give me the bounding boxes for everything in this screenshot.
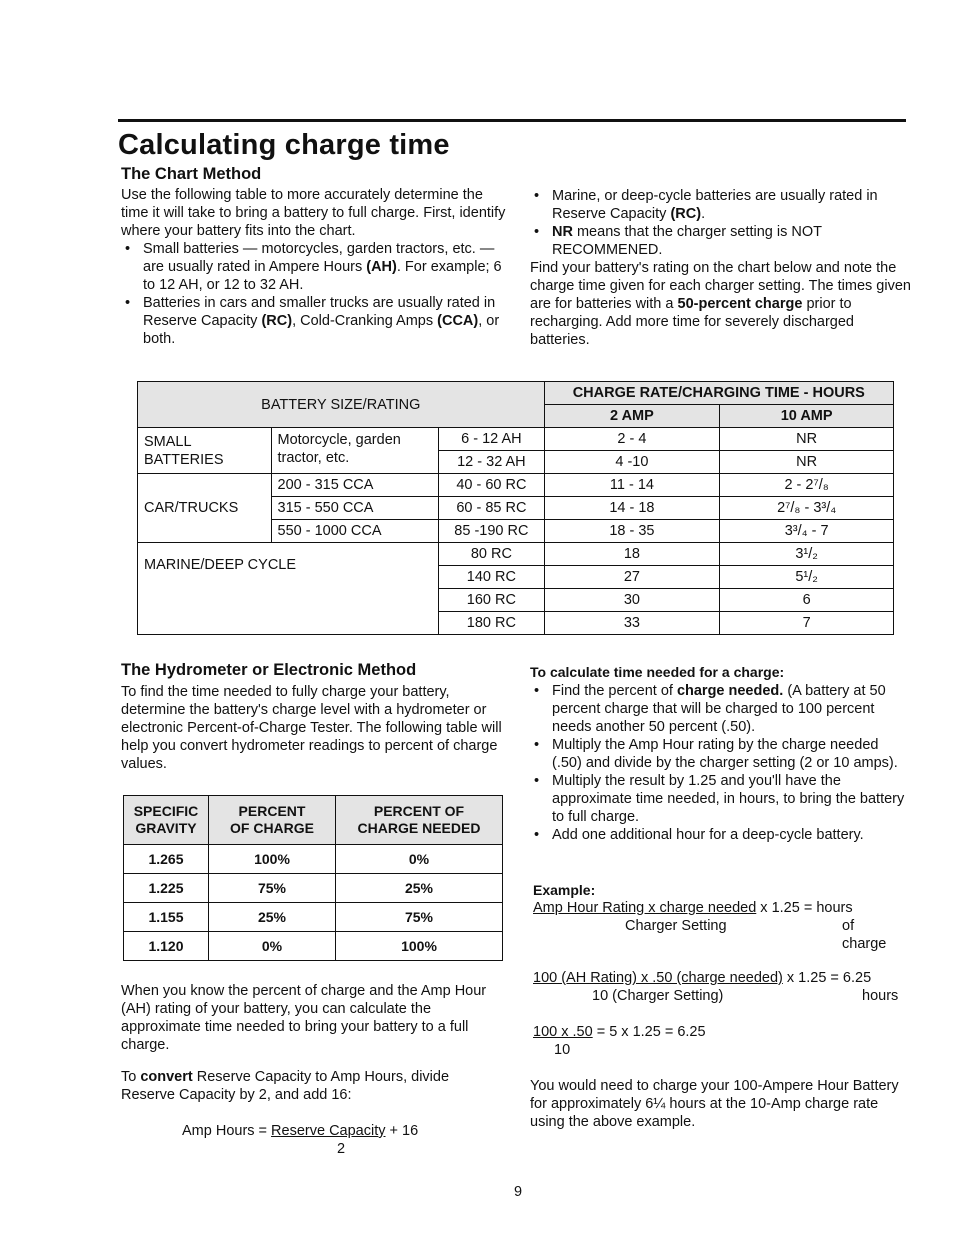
amp10-cell: 3¹/₂ (720, 543, 894, 566)
charge-time-table (137, 381, 894, 635)
needed-cell: 75% (336, 903, 503, 932)
example-1-charge: charge (842, 936, 887, 952)
chart-method-left (121, 186, 511, 348)
title-rule (118, 119, 906, 122)
bullet-nr: • NR means that the charger setting is NOT RECOMMENED. (530, 223, 915, 259)
needed-cell: 100% (336, 932, 503, 961)
gravity-cell: 1.265 (124, 845, 209, 874)
page-number: 9 (514, 1184, 523, 1200)
example-2-hours: hours (862, 988, 899, 1004)
find-rating-text: Find your battery's rating on the chart below and note the charge time given for each charger setting. The times given are for batteries with a 50-percent charge prior to recharging. Add more time for severely discharged batteries. (530, 260, 911, 348)
cca-cell: 550 - 1000 CCA (271, 520, 439, 543)
percent-cell: 25% (209, 903, 336, 932)
rating-cell: 160 RC (439, 589, 544, 612)
step-find-percent: • Find the percent of charge needed. (A battery at 50 percent charge that will be charged to 100 percent needs another 50 percent (.50). (530, 682, 910, 736)
amp2-cell: 14 - 18 (544, 497, 720, 520)
rating-cell: 6 - 12 AH (439, 428, 544, 451)
header-2-amp: 2 AMP (544, 405, 720, 428)
example-label: Example: (533, 882, 596, 898)
convert-formula: Amp Hours = Reserve Capacity + 16 (182, 1123, 419, 1139)
chart-method-intro: Use the following table to more accurately determine the time it will take to bring a battery to full charge. First, identify where your battery fits into the chart. (121, 187, 506, 239)
car-trucks-label: CAR/TRUCKS (138, 474, 272, 543)
amp2-cell: 33 (544, 612, 720, 635)
bullet-small-batteries: • Small batteries — motorcycles, garden tractors, etc. — are usually rated in Ampere Hours (AH). For example; 6 to 12 AH, or 12 to 32 AH. (121, 240, 511, 294)
chart-method-right (530, 187, 915, 349)
bullet-car-batteries: • Batteries in cars and smaller trucks are usually rated in Reserve Capacity (RC), Cold-Cranking Amps (CCA), or both. (121, 294, 511, 348)
amp10-cell: 6 (720, 589, 894, 612)
example-formula-1: Amp Hour Rating x charge needed x 1.25 = hours (533, 900, 853, 916)
rating-cell: 12 - 32 AH (439, 451, 544, 474)
small-batteries-desc: Motorcycle, garden tractor, etc. (271, 428, 439, 474)
rating-cell: 180 RC (439, 612, 544, 635)
amp10-cell: NR (720, 428, 894, 451)
header-battery-size: BATTERY SIZE/RATING (138, 382, 545, 428)
amp10-cell: 5¹/₂ (720, 566, 894, 589)
amp2-cell: 4 -10 (544, 451, 720, 474)
cca-cell: 315 - 550 CCA (271, 497, 439, 520)
amp10-cell: NR (720, 451, 894, 474)
after-table-text: When you know the percent of charge and the Amp Hour (AH) rating of your battery, you can calculate the approximate time needed to bring your battery to a full charge. (121, 983, 487, 1053)
page-title: Calculating charge time (118, 129, 450, 161)
needed-cell: 0% (336, 845, 503, 874)
example-formula-3: 100 x .50 = 5 x 1.25 = 6.25 (533, 1024, 706, 1040)
calculate-heading: To calculate time needed for a charge: (530, 664, 785, 680)
step-add-hour: • Add one additional hour for a deep-cycle battery. (530, 826, 910, 844)
example-2-denominator: 10 (Charger Setting) (592, 988, 724, 1004)
marine-label: MARINE/DEEP CYCLE (138, 543, 439, 635)
header-specific-gravity: SPECIFIC GRAVITY (124, 796, 209, 845)
header-percent-charge: PERCENT OF CHARGE (209, 796, 336, 845)
formula-denominator: 2 (337, 1141, 346, 1157)
rating-cell: 60 - 85 RC (439, 497, 544, 520)
amp2-cell: 18 (544, 543, 720, 566)
needed-cell: 25% (336, 874, 503, 903)
amp10-cell: 7 (720, 612, 894, 635)
header-percent-needed: PERCENT OF CHARGE NEEDED (336, 796, 503, 845)
rating-cell: 140 RC (439, 566, 544, 589)
hydrometer-intro: To find the time needed to fully charge your battery, determine the battery's charge level with a hydrometer or electronic Percent-of-Charge Tester. The following table will help you convert hydrometer readings to percent of charge values. (121, 684, 502, 772)
example-1-denominator: Charger Setting (625, 918, 727, 934)
amp2-cell: 11 - 14 (544, 474, 720, 497)
amp2-cell: 30 (544, 589, 720, 612)
convert-text: To convert Reserve Capacity to Amp Hours, divide Reserve Capacity by 2, and add 16: (121, 1069, 450, 1103)
header-charge-rate: CHARGE RATE/CHARGING TIME - HOURS (544, 382, 893, 405)
amp2-cell: 2 - 4 (544, 428, 720, 451)
small-batteries-label: SMALL BATTERIES (138, 428, 272, 474)
step-multiply-125: • Multiply the result by 1.25 and you'll have the approximate time needed, in hours, to bring the battery to full charge. (530, 772, 910, 826)
amp10-cell: 2⁷/₈ - 3³/₄ (720, 497, 894, 520)
example-1-of: of (842, 918, 855, 934)
cca-cell: 200 - 315 CCA (271, 474, 439, 497)
step-multiply: • Multiply the Amp Hour rating by the charge needed (.50) and divide by the charger setting (2 or 10 amps). (530, 736, 910, 772)
percent-cell: 0% (209, 932, 336, 961)
hydrometer-table (123, 795, 503, 961)
gravity-cell: 1.155 (124, 903, 209, 932)
calculate-steps (530, 682, 910, 844)
conclusion-text: You would need to charge your 100-Ampere Hour Battery for approximately 6¼ hours at the 10-Amp charge rate using the above example. (530, 1078, 899, 1130)
example-3-denominator: 10 (554, 1042, 571, 1058)
hydrometer-heading: The Hydrometer or Electronic Method (121, 661, 417, 679)
gravity-cell: 1.225 (124, 874, 209, 903)
percent-cell: 100% (209, 845, 336, 874)
chart-method-heading: The Chart Method (121, 165, 262, 183)
example-formula-2: 100 (AH Rating) x .50 (charge needed) x 1.25 = 6.25 (533, 970, 872, 986)
amp10-cell: 3³/₄ - 7 (720, 520, 894, 543)
header-10-amp: 10 AMP (720, 405, 894, 428)
rating-cell: 40 - 60 RC (439, 474, 544, 497)
bullet-marine: • Marine, or deep-cycle batteries are usually rated in Reserve Capacity (RC). (530, 187, 915, 223)
amp2-cell: 27 (544, 566, 720, 589)
amp10-cell: 2 - 2⁷/₈ (720, 474, 894, 497)
percent-cell: 75% (209, 874, 336, 903)
gravity-cell: 1.120 (124, 932, 209, 961)
amp2-cell: 18 - 35 (544, 520, 720, 543)
rating-cell: 85 -190 RC (439, 520, 544, 543)
rating-cell: 80 RC (439, 543, 544, 566)
